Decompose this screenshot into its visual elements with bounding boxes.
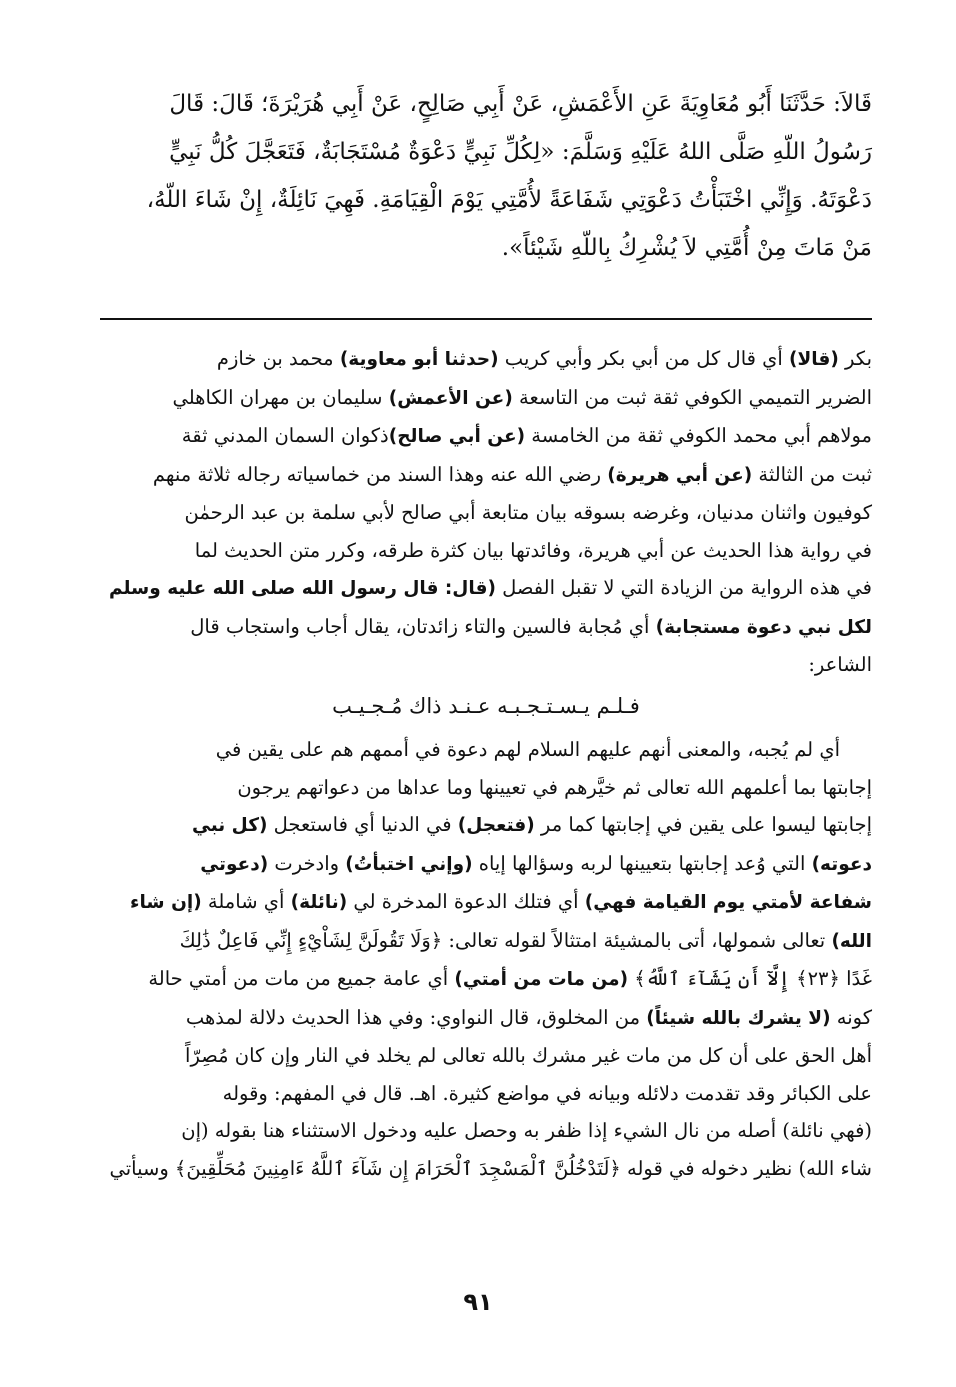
commentary-line <box>100 769 872 807</box>
commentary-line <box>100 646 872 684</box>
bold-quote-segment: (قال: قال رسول الله صلى الله عليه وسلم <box>108 578 496 599</box>
hadith-line: قَالاَ: حَدَّثَنَا أَبُو مُعَاوِيَةَ عَنِ الأَعْمَشِ، عَنْ أَبِي صَالِحٍ، عَنْ أَبِي هُرَيْرَةَ؛ قَالَ: قَالَ <box>169 91 872 117</box>
text-segment: غَدًا ﴿٢٣﴾ إِلَّآ أَن يَشَآءَ ٱللَّهُ﴾ <box>628 967 872 990</box>
text-segment: شاء الله) نظير دخوله في قوله ﴿لَتَدْخُلُنَّ ٱلْمَسْجِدَ ٱلْحَرَامَ إِن شَآءَ ٱللَّهُ ءَامِنِينَ مُحَلِّقِينَ﴾ وسيأتي <box>109 1156 872 1180</box>
bold-quote-segment: (وإني اختبأتُ) <box>345 853 473 875</box>
commentary-line <box>100 845 872 884</box>
text-segment: الضرير التميمي الكوفي ثقة ثبت من التاسعة <box>512 385 872 409</box>
hadith-line: مَنْ مَاتَ مِنْ أُمَّتِي لاَ يُشْرِكُ بِاللّهِ شَيْئاً». <box>501 235 872 261</box>
text-segment: الشاعر: <box>808 653 872 676</box>
commentary-line <box>100 1150 872 1188</box>
text-segment: رضي الله عنه وهذا السند من خماسياته رجاله ثلاثة منهم <box>152 462 608 486</box>
bold-quote-segment: لكل نبي دعوة مستجابة) <box>655 616 872 638</box>
text-segment: إجابتها بما أعلمهم الله تعالى ثم خيَّرهم في تعيينها وما عداها من دعواتهم يرجون <box>237 775 872 799</box>
text-segment: التي وُعد إجابتها بتعيينها لربه وسؤالها إياه <box>472 851 812 875</box>
text-segment: أي قال كل من أبي بكر وأبي كريب <box>498 347 790 370</box>
text-segment: في رواية هذا الحديث عن أبي هريرة، وفائدتها بيان كثرة طرقه، وكرر متن الحديث لما <box>194 538 872 562</box>
commentary-line <box>100 456 872 495</box>
text-segment: كوفيون واثنان مدنيان، وغرضه بسوقه بيان متابعة أبي صالح لأبي سلمة بن عبد الرحمٰن <box>184 501 872 524</box>
commentary-line <box>100 379 872 418</box>
commentary-line <box>100 806 872 845</box>
text-segment: كونه <box>830 1005 872 1029</box>
commentary-line <box>100 494 872 532</box>
commentary-line <box>100 999 872 1038</box>
bold-quote-segment: (دعوتي <box>200 853 269 875</box>
text-segment: في الدنيا أي فاستعجل <box>267 813 458 836</box>
text-segment: أي لم يُجبه، والمعنى أنهم عليهم السلام لهم دعوة في أممهم هم على يقين في <box>215 738 840 761</box>
text-segment: محمد بن خازم <box>216 347 340 370</box>
commentary-line <box>100 731 872 769</box>
text-segment: سليمان بن مهران الكاهلي <box>172 385 389 409</box>
bold-quote-segment: الله) <box>831 930 872 952</box>
text-segment: ثبت من الثالثة <box>752 462 872 486</box>
text-segment: أي شاملة <box>201 890 291 913</box>
bold-quote-segment: (عن أبي صالح) <box>388 426 526 447</box>
hadith-text-block <box>96 80 872 272</box>
text-segment: في هذه الرواية من الزيادة التي لا تقبل الفصل <box>495 576 872 599</box>
commentary-line <box>100 883 872 922</box>
commentary-line <box>100 1112 872 1150</box>
bold-quote-segment: (كل نبي <box>191 815 268 836</box>
bold-quote-segment: (عن الأعمش) <box>388 387 513 409</box>
commentary-line <box>100 569 872 608</box>
bold-quote-segment: دعوته) <box>811 853 872 875</box>
page-number: ٩١ <box>463 1288 493 1316</box>
commentary-line <box>100 922 872 961</box>
commentary-line <box>100 1075 872 1113</box>
text-segment: بكر <box>838 347 872 370</box>
text-segment: مولاهم أبي محمد الكوفي ثقة من الخامسة <box>525 424 872 447</box>
bold-quote-segment: (لا يشرك بالله شيئاً) <box>646 1007 831 1029</box>
commentary-line <box>100 608 872 647</box>
hadith-line: دَعْوَتَهُ. وَإِنِّي اخْتَبَأْتُ دَعْوَتِي شَفَاعَةً لأُمَّتِي يَوْمَ الْقِيَامَةِ. فَهِيَ نَائِلَةٌ، إِنْ شَاءَ اللّهُ، <box>146 187 872 213</box>
text-segment: أهل الحق على أن كل من مات غير مشرك بالله تعالى لم يخلد في النار وإن كان مُصِرّاً <box>185 1044 872 1067</box>
section-divider <box>100 318 872 320</box>
hadith-paragraph <box>96 80 872 272</box>
commentary-line <box>100 960 872 999</box>
commentary-block <box>100 340 872 1187</box>
text-segment: من المخلوق، قال النواوي: وفي هذا الحديث دلالة لمذهب <box>185 1005 647 1029</box>
poetry-verse: فـلـم يـسـتـجـبـه عـنـد ذاك مُـجـيـب <box>332 693 640 718</box>
bold-quote-segment: (حدثنا أبو معاوية) <box>339 349 499 370</box>
commentary-line <box>100 532 872 570</box>
hadith-line: رَسُولُ اللّهِ صَلَّى اللهُ عَلَيْهِ وَسَلَّمَ: «لِكُلِّ نَبِيٍّ دَعْوَةٌ مُسْتَجَابَةٌ، فَتَعَجَّلَ كُلُّ نَبِيٍّ <box>169 139 872 165</box>
commentary-line <box>100 1037 872 1075</box>
bold-quote-segment: (قالا) <box>789 349 839 370</box>
text-segment: على الكبائر وقد تقدمت دلائله وبيانه في مواضع كثيرة. اهـ. قال في المفهم: وقوله <box>222 1081 872 1105</box>
bold-quote-segment: (إن شاء <box>130 892 202 913</box>
commentary-line <box>100 340 872 379</box>
text-segment: أي عامة جميع من مات من أمتي حالة <box>148 967 455 990</box>
text-segment: وادخرت <box>268 851 346 875</box>
text-segment: تعالى شمولها، أتى بالمشيئة امتثالاً لقوله تعالى: ﴿وَلَا تَقُولَنَّ لِشَاْيْءٍ إِنِّي فَاعِلٌ ذَٰلِكَ <box>179 928 832 952</box>
commentary-paragraph <box>100 731 872 1187</box>
commentary-paragraph <box>100 340 872 684</box>
text-segment: إجابتها ليسوا على يقين في إجابتها كما مر <box>534 813 872 836</box>
bold-quote-segment: (نائلة) <box>290 892 348 913</box>
bold-quote-segment: (فتعجل) <box>457 815 535 836</box>
text-segment: (فهي نائلة) أصله من نال الشيء إذا ظفر به وحصل عليه ودخول الاستثناء هنا بقوله (إن <box>181 1119 872 1142</box>
bold-quote-segment: (من مات من أمتي) <box>454 969 629 990</box>
text-segment: ذكوان السمان المدني ثقة <box>181 424 389 447</box>
text-segment: أي فتلك الدعوة المدخرة لي <box>347 890 585 913</box>
commentary-line <box>100 417 872 456</box>
text-segment: أي مُجابة فالسين والتاء زائدتان، يقال أجاب واستجاب قال <box>190 614 656 638</box>
bold-quote-segment: (عن أبي هريرة) <box>607 464 753 486</box>
bold-quote-segment: شفاعة لأمتي يوم القيامة فهي) <box>584 892 872 913</box>
